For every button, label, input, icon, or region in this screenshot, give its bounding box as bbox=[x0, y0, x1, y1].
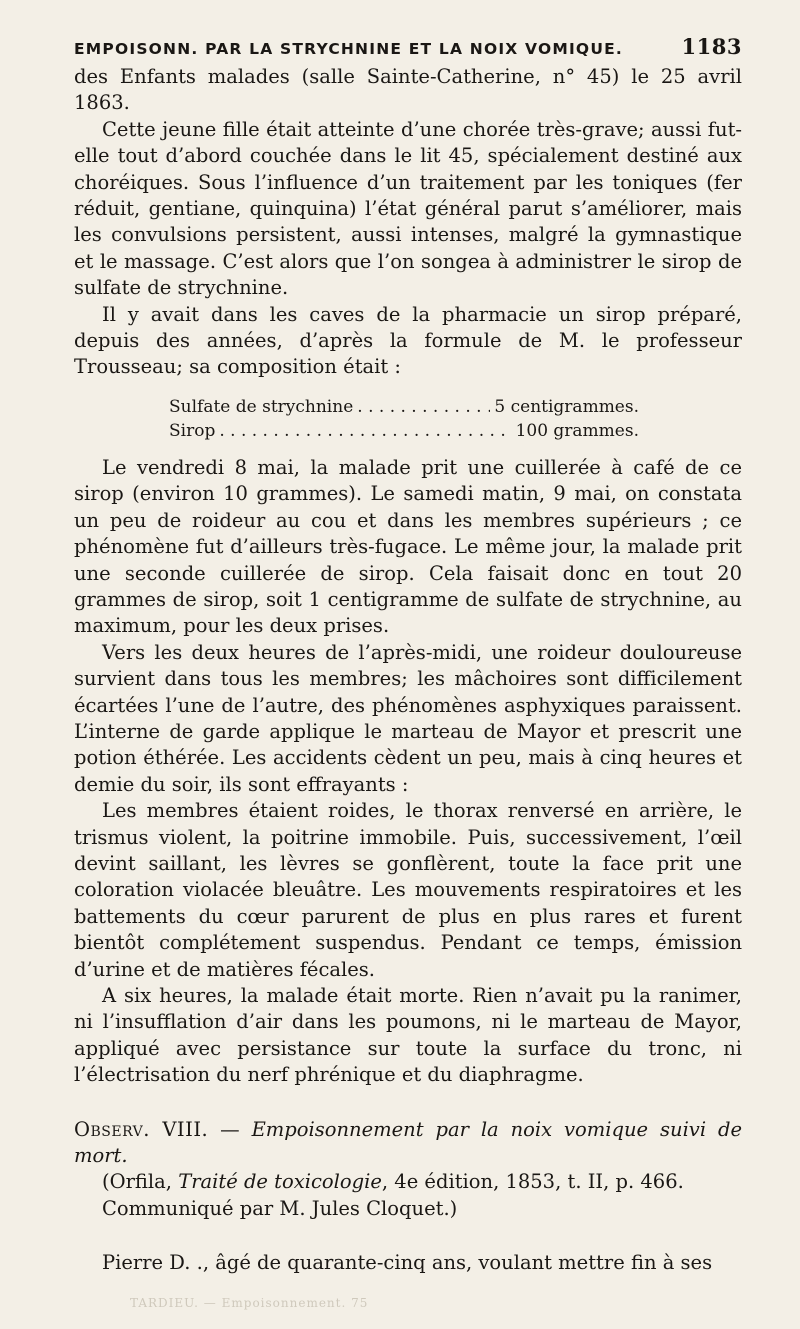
observation-source bbox=[102, 1169, 742, 1195]
observation-title: Empoisonnement par la noix vomique suivi de mort. bbox=[74, 1117, 742, 1168]
page-content bbox=[74, 30, 742, 1277]
observation-heading bbox=[74, 1117, 742, 1170]
source-rest: , 4e édition, 1853, t. II, p. 466. bbox=[381, 1170, 684, 1194]
formula-ingredient: Sirop bbox=[169, 420, 216, 441]
paragraph-pierre: Pierre D. ., âgé de quarante-cinq ans, voulant mettre fin à ses bbox=[102, 1251, 713, 1275]
paragraph-chorea: Cette jeune fille était atteinte d’une chorée très-grave; aussi fut-elle tout d’abord couchée dans le lit 45, spécialement destiné aux choréiques. Sous l’influence d’un traitement par les toniques (fer réduit, gentiane, quinquina) l’état général parut s’améliorer, mais les convulsions persistent, aussi intenses, malgré la gymnastique et le massage. C’est alors que l’on songea à administrer le sirop de sulfate de strychnine. bbox=[74, 117, 742, 300]
observation-communicated: Communiqué par M. Jules Cloquet.) bbox=[102, 1196, 458, 1220]
formula-quantity: 5 centigrammes. bbox=[494, 396, 639, 417]
formula-ingredient: Sulfate de strychnine bbox=[169, 396, 354, 417]
formula-row-sirop bbox=[169, 419, 639, 443]
source-open: (Orfila, bbox=[102, 1170, 179, 1194]
leader-dots bbox=[219, 419, 511, 443]
paragraph-dosage: Le vendredi 8 mai, la malade prit une cuillerée à café de ce sirop (environ 10 grammes). Le samedi matin, 9 mai, on constata un peu de roideur au cou et dans les membres supérieurs ; ce phénomène fut d’ailleurs très-fugace. Le même jour, la malade prit une seconde cuillerée de sirop. Cela faisait donc en tout 20 grammes de sirop, soit 1 centigramme de sulfate de strychnine, au maximum, pour les deux prises. bbox=[74, 455, 742, 638]
paragraph-afternoon: Vers les deux heures de l’après-midi, une roideur douloureuse survient dans tous les membres; les mâchoires sont difficilement écartées l’une de l’autre, des phénomènes asphyxiques paraissent. L’interne de garde applique le marteau de Mayor et prescrit une potion éthérée. Les accidents cèdent un peu, mais à cinq heures et demie du soir, ils sont effrayants : bbox=[74, 640, 742, 796]
observation-label: Observ. VIII. bbox=[74, 1117, 209, 1141]
formula-quantity: 100 grammes. bbox=[515, 420, 639, 441]
page-number: 1183 bbox=[681, 34, 742, 59]
running-header bbox=[74, 30, 742, 64]
source-work: Traité de toxicologie bbox=[178, 1170, 382, 1194]
paragraph-syrup: Il y avait dans les caves de la pharmacie un sirop préparé, depuis des années, d’après la formule de M. le professeur Trousseau; sa composition était : bbox=[74, 302, 742, 379]
paragraph-death: A six heures, la malade était morte. Rien n’avait pu la ranimer, ni l’insufflation d’air dans les poumons, ni le marteau de Mayor, appliqué avec persistance sur toute la surface du tronc, ni l’électrisation du nerf phrénique et du diaphragme. bbox=[74, 984, 742, 1087]
bleed-through-footer: TARDIEU. — Empoisonnement. 75 bbox=[130, 1296, 369, 1310]
syrup-formula bbox=[169, 395, 639, 443]
leader-dots bbox=[357, 395, 490, 419]
running-title: EMPOISONN. PAR LA STRYCHNINE ET LA NOIX VOMIQUE. bbox=[74, 40, 623, 58]
paragraph-continuation: des Enfants malades (salle Sainte-Catherine, n° 45) le 25 avril 1863. bbox=[74, 65, 742, 115]
formula-row-sulfate bbox=[169, 395, 639, 419]
observation-dash: — bbox=[208, 1117, 252, 1141]
paragraph-symptoms: Les membres étaient roides, le thorax renversé en arrière, le trismus violent, la poitrine immobile. Puis, successivement, l’œil devint saillant, les lèvres se gonflèrent, toute la face prit une coloration violacée bleuâtre. Les mouvements respiratoires et les battements du cœur parurent de plus en plus rares et furent bientôt complétement suspendus. Pendant ce temps, émission d’urine et de matières fécales. bbox=[74, 799, 742, 981]
